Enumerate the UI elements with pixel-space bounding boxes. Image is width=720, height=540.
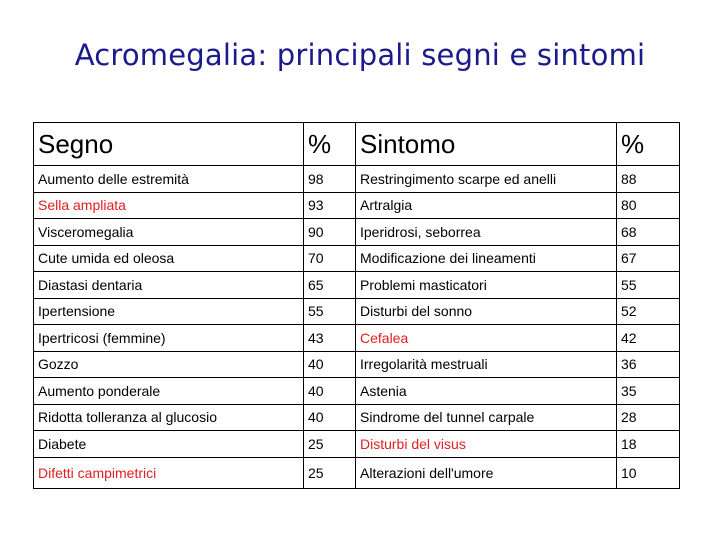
segno-percent-cell: 25 (304, 431, 356, 458)
header-segno: Segno (34, 123, 304, 166)
segno-cell: Ridotta tolleranza al glucosio (34, 404, 304, 431)
sintomo-cell: Disturbi del visus (356, 431, 617, 458)
sintomo-cell: Disturbi del sonno (356, 298, 617, 325)
sintomo-percent-cell: 35 (617, 378, 680, 405)
sintomo-cell: Artralgia (356, 192, 617, 219)
table-row (34, 166, 680, 193)
segno-cell: Cute umida ed oleosa (34, 245, 304, 272)
table-row (34, 404, 680, 431)
header-row (34, 123, 680, 166)
table-row (34, 298, 680, 325)
sintomo-cell: Modificazione dei lineamenti (356, 245, 617, 272)
table-row (34, 325, 680, 352)
table-row (34, 219, 680, 246)
segno-cell: Aumento delle estremità (34, 166, 304, 193)
segno-cell: Diabete (34, 431, 304, 458)
table-row (34, 272, 680, 299)
table-row (34, 245, 680, 272)
segno-percent-cell: 25 (304, 457, 356, 488)
sintomo-cell: Alterazioni dell'umore (356, 457, 617, 488)
segno-percent-cell: 43 (304, 325, 356, 352)
sintomo-percent-cell: 10 (617, 457, 680, 488)
slide-title: Acromegalia: principali segni e sintomi (74, 38, 646, 72)
header-sintomo-percent: % (617, 123, 680, 166)
segno-cell: Aumento ponderale (34, 378, 304, 405)
segno-percent-cell: 65 (304, 272, 356, 299)
segno-cell: Ipertricosi (femmine) (34, 325, 304, 352)
signs-symptoms-table (33, 122, 680, 489)
segno-percent-cell: 40 (304, 378, 356, 405)
sintomo-percent-cell: 67 (617, 245, 680, 272)
sintomo-percent-cell: 42 (617, 325, 680, 352)
segno-percent-cell: 40 (304, 351, 356, 378)
segno-percent-cell: 55 (304, 298, 356, 325)
segno-cell: Sella ampliata (34, 192, 304, 219)
sintomo-cell: Iperidrosi, seborrea (356, 219, 617, 246)
table-row (34, 431, 680, 458)
sintomo-cell: Sindrome del tunnel carpale (356, 404, 617, 431)
segno-percent-cell: 40 (304, 404, 356, 431)
segno-cell: Gozzo (34, 351, 304, 378)
segno-percent-cell: 90 (304, 219, 356, 246)
header-sintomo: Sintomo (356, 123, 617, 166)
segno-percent-cell: 98 (304, 166, 356, 193)
segno-cell: Visceromegalia (34, 219, 304, 246)
sintomo-cell: Cefalea (356, 325, 617, 352)
sintomo-percent-cell: 52 (617, 298, 680, 325)
sintomo-cell: Irregolarità mestruali (356, 351, 617, 378)
sintomo-cell: Restringimento scarpe ed anelli (356, 166, 617, 193)
sintomo-cell: Astenia (356, 378, 617, 405)
sintomo-percent-cell: 88 (617, 166, 680, 193)
segno-percent-cell: 93 (304, 192, 356, 219)
sintomo-percent-cell: 18 (617, 431, 680, 458)
header-segno-percent: % (304, 123, 356, 166)
segno-cell: Ipertensione (34, 298, 304, 325)
table-row (34, 378, 680, 405)
table-row (34, 457, 680, 488)
sintomo-percent-cell: 68 (617, 219, 680, 246)
sintomo-percent-cell: 28 (617, 404, 680, 431)
table-row (34, 351, 680, 378)
table-row (34, 192, 680, 219)
sintomo-percent-cell: 80 (617, 192, 680, 219)
sintomo-cell: Problemi masticatori (356, 272, 617, 299)
segno-percent-cell: 70 (304, 245, 356, 272)
segno-cell: Difetti campimetrici (34, 457, 304, 488)
sintomo-percent-cell: 36 (617, 351, 680, 378)
sintomo-percent-cell: 55 (617, 272, 680, 299)
segno-cell: Diastasi dentaria (34, 272, 304, 299)
